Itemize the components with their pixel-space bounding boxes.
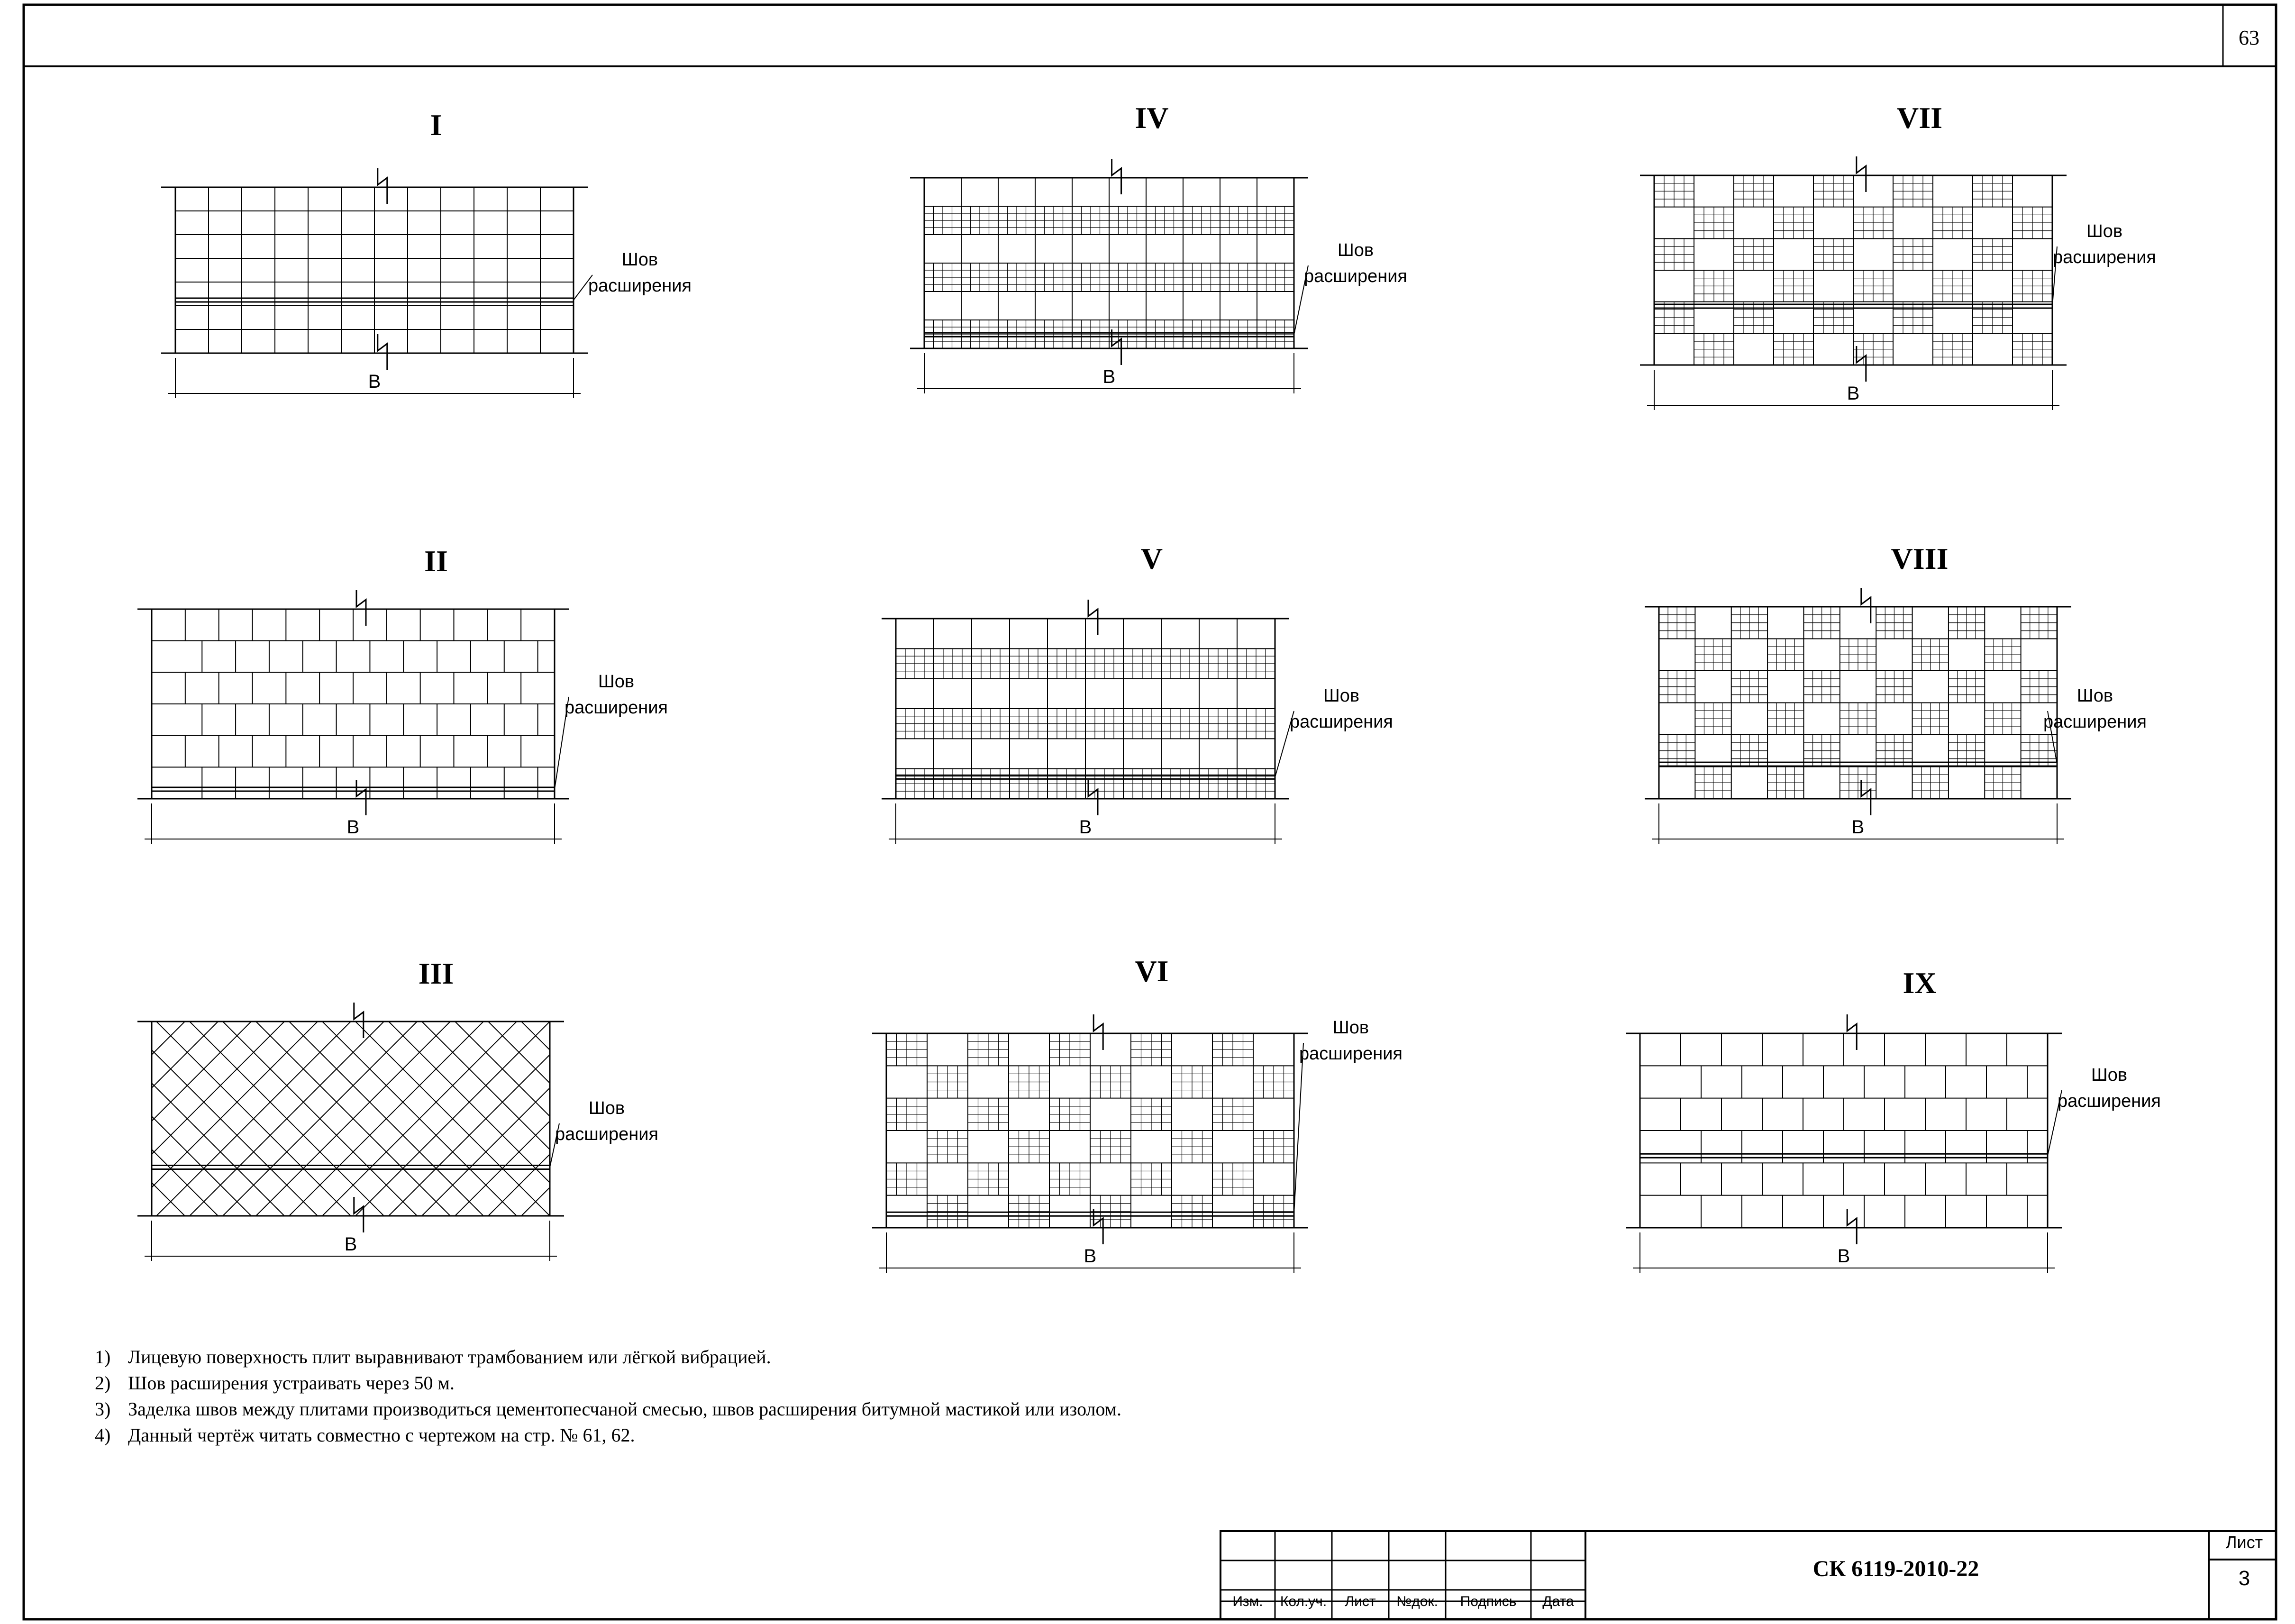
diagram-title: III xyxy=(418,957,454,990)
note-text: Данный чертёж читать совместно с чертежом на стр. № 61, 62. xyxy=(128,1424,635,1446)
tile-pattern xyxy=(1640,1033,2048,1228)
grid-line xyxy=(152,1022,318,1187)
break-symbol-bottom xyxy=(1857,346,1866,382)
tile-pattern xyxy=(175,187,574,353)
seam-leader xyxy=(1294,1043,1303,1214)
seam-label: Шов xyxy=(1337,240,1374,260)
break-symbol-bottom xyxy=(354,1197,364,1232)
page-number: 63 xyxy=(2239,26,2259,49)
note-text: Лицевую поверхность плит выравнивают трамбованием или лёгкой вибрацией. xyxy=(128,1346,771,1368)
pattern-diagram-VII xyxy=(1640,101,2156,410)
note-text: Шов расширения устраивать через 50 м. xyxy=(128,1372,455,1394)
grid-line xyxy=(152,1150,218,1216)
break-symbol-top xyxy=(356,590,366,626)
tile-pattern xyxy=(1659,607,2057,799)
pattern-diagram-VI xyxy=(872,954,1402,1273)
document-code: СК 6119-2010-22 xyxy=(1812,1556,1979,1581)
diagram-group xyxy=(137,101,2161,1273)
seam-label: Шов xyxy=(598,672,635,692)
sheet-label: Лист xyxy=(2225,1533,2263,1552)
dimension-label: В xyxy=(344,1234,357,1255)
pattern-diagram-V xyxy=(882,542,1393,844)
dimension-label: В xyxy=(368,371,381,392)
break-symbol-bottom xyxy=(1088,780,1098,815)
diagram-title: VI xyxy=(1135,954,1169,988)
tb-col-podpis: Подпись xyxy=(1460,1594,1517,1609)
pattern-diagram-IV xyxy=(910,101,1407,393)
note-number: 2) xyxy=(95,1372,111,1394)
seam-label: Шов xyxy=(621,250,658,270)
seam-label: Шов xyxy=(2076,686,2113,706)
tile-pattern xyxy=(1654,175,2052,365)
tb-col-izm: Изм. xyxy=(1232,1594,1263,1609)
diagram-title: IX xyxy=(1903,966,1937,1000)
seam-label: расширения xyxy=(1299,1044,1403,1064)
note-number: 4) xyxy=(95,1424,111,1446)
seam-label: расширения xyxy=(2057,1091,2161,1111)
break-symbol-bottom xyxy=(1861,780,1871,815)
note-number: 1) xyxy=(95,1346,111,1368)
grid-line xyxy=(152,1022,185,1055)
break-symbol-top xyxy=(1847,1014,1857,1050)
pattern-diagram-III xyxy=(137,957,658,1261)
break-symbol-bottom xyxy=(378,334,387,370)
tile-pattern xyxy=(152,1022,550,1216)
notes-list xyxy=(95,1344,1121,1448)
dimension-label: В xyxy=(346,817,360,838)
break-symbol-top xyxy=(354,1003,364,1038)
diagram-title: V xyxy=(1140,542,1163,575)
seam-label: расширения xyxy=(2052,247,2157,267)
grid-line xyxy=(152,1183,185,1216)
dimension-label: В xyxy=(1102,366,1116,387)
note-number: 3) xyxy=(95,1398,111,1420)
note-item xyxy=(95,1396,1121,1422)
break-symbol-top xyxy=(1112,159,1121,194)
grid-line xyxy=(152,1050,318,1216)
tile-pattern xyxy=(924,178,1294,348)
diagram-title: VII xyxy=(1896,101,1943,135)
pattern-diagram-II xyxy=(137,544,668,844)
pattern-diagram-IX xyxy=(1626,966,2161,1273)
seam-label: Шов xyxy=(1332,1018,1369,1038)
tile-pattern xyxy=(152,609,555,799)
note-item xyxy=(95,1370,1121,1396)
seam-label: расширения xyxy=(1289,712,1393,732)
tb-col-list: Лист xyxy=(1345,1594,1376,1609)
tile-pattern xyxy=(886,1033,1294,1228)
break-symbol-top xyxy=(1861,588,1871,623)
seam-label: расширения xyxy=(2043,712,2147,732)
break-symbol-top xyxy=(378,168,387,204)
pattern-diagram-I xyxy=(161,108,692,398)
seam-label: Шов xyxy=(2091,1065,2128,1085)
dimension-label: В xyxy=(1837,1246,1850,1267)
dimension-label: В xyxy=(1847,383,1860,404)
grid-line xyxy=(152,1022,218,1088)
dimension-label: В xyxy=(1079,817,1092,838)
tb-col-kol: Кол.уч. xyxy=(1280,1594,1327,1609)
pattern-diagram-VIII xyxy=(1645,542,2147,844)
diagram-title: IV xyxy=(1135,101,1169,135)
break-symbol-top xyxy=(1857,156,1866,192)
break-symbol-top xyxy=(1088,600,1098,635)
break-symbol-bottom xyxy=(1112,329,1121,365)
seam-label: расширения xyxy=(1303,266,1408,286)
note-item xyxy=(95,1422,1121,1448)
seam-label: расширения xyxy=(588,276,692,296)
grid-line xyxy=(152,1022,251,1121)
break-symbol-bottom xyxy=(356,780,366,815)
tile-pattern xyxy=(896,619,1275,799)
note-text: Заделка швов между плитами производиться цементопесчаной смесью, швов расширения битумной мастикой или изолом. xyxy=(128,1398,1122,1420)
diagram-title: II xyxy=(424,544,448,578)
seam-label: Шов xyxy=(2086,221,2123,241)
grid-line xyxy=(152,1022,284,1154)
sheet-number: 3 xyxy=(2238,1567,2250,1590)
seam-label: Шов xyxy=(1323,686,1360,706)
diagram-title: I xyxy=(430,108,442,142)
tb-col-data: Дата xyxy=(1542,1594,1574,1609)
break-symbol-bottom xyxy=(1847,1209,1857,1244)
break-symbol-bottom xyxy=(1093,1209,1103,1244)
dimension-label: В xyxy=(1084,1246,1097,1267)
seam-label: расширения xyxy=(564,698,668,718)
tb-col-ndok: №док. xyxy=(1396,1594,1438,1609)
seam-label: расширения xyxy=(555,1124,659,1144)
grid-line xyxy=(152,1083,284,1216)
note-item xyxy=(95,1344,1121,1370)
diagram-title: VIII xyxy=(1891,542,1949,575)
break-symbol-top xyxy=(1093,1014,1103,1050)
seam-label: Шов xyxy=(588,1098,625,1118)
dimension-label: В xyxy=(1851,817,1865,838)
